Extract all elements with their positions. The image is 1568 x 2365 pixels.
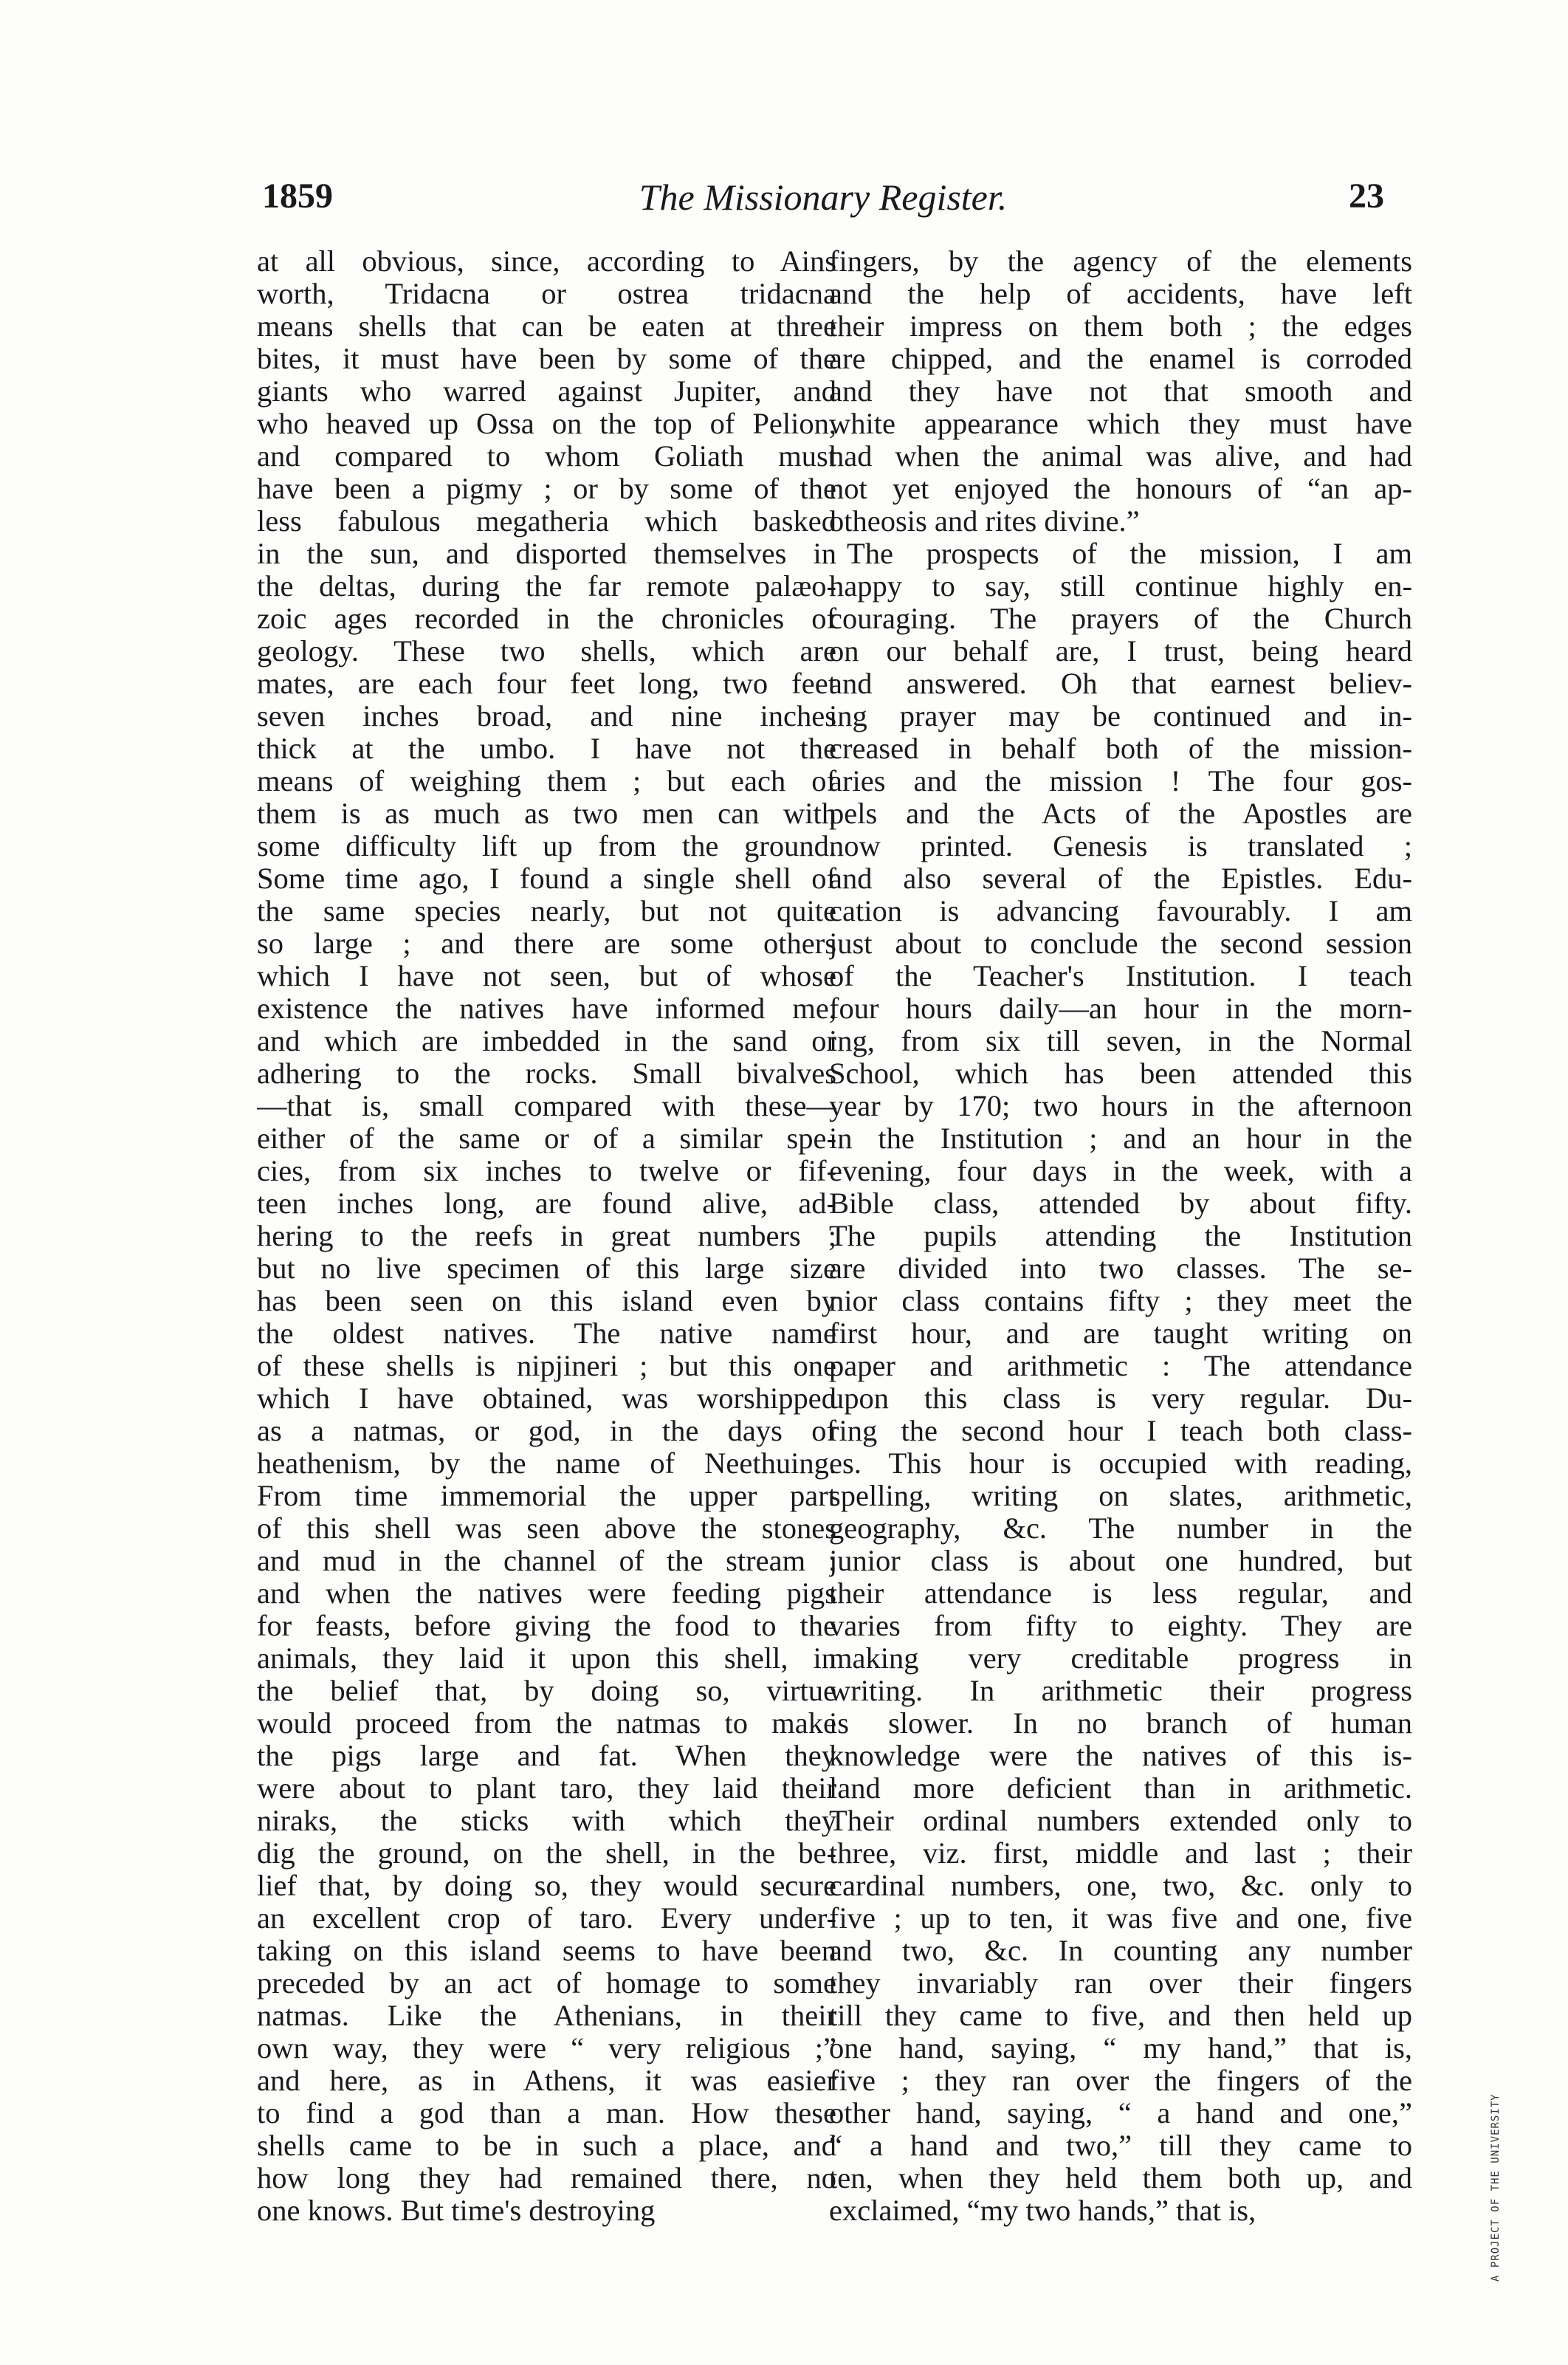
text-line: till they came to five, and then held up: [829, 2000, 1412, 2032]
text-line: aries and the mission ! The four gos-: [829, 765, 1412, 797]
text-line: have been a pigmy ; or by some of the: [257, 473, 836, 505]
text-line: fingers, by the agency of the elements: [829, 245, 1412, 278]
text-line: land more deficient than in arithmetic.: [829, 1772, 1412, 1805]
text-line: in the sun, and disported themselves in: [257, 538, 836, 570]
text-line: ing, from six till seven, in the Normal: [829, 1025, 1412, 1057]
text-line: ing prayer may be continued and in-: [829, 700, 1412, 732]
text-line: bites, it must have been by some of the: [257, 343, 836, 375]
text-line: for feasts, before giving the food to the: [257, 1610, 836, 1642]
text-line: evening, four days in the week, with a: [829, 1155, 1412, 1187]
text-line: their impress on them both ; the edges: [829, 310, 1412, 343]
text-line: means shells that can be eaten at three: [257, 310, 836, 343]
text-line: would proceed from the natmas to make: [257, 1707, 836, 1740]
text-line: mates, are each four feet long, two feet: [257, 667, 836, 700]
text-line: Bible class, attended by about fifty.: [829, 1187, 1412, 1220]
text-line: teen inches long, are found alive, ad-: [257, 1187, 836, 1220]
text-line: otheosis and rites divine.”: [829, 505, 1140, 538]
text-line: taking on this island seems to have been: [257, 1935, 836, 1967]
text-line: nior class contains fifty ; they meet the: [829, 1285, 1412, 1317]
text-line: and when the natives were feeding pigs: [257, 1577, 836, 1610]
left-column: [257, 245, 836, 2227]
text-line: From time immemorial the upper part: [257, 1480, 836, 1512]
text-line: knowledge were the natives of this is-: [829, 1740, 1412, 1772]
running-header: [262, 176, 1384, 227]
text-line: on our behalf are, I trust, being heard: [829, 635, 1412, 667]
right-column: [829, 245, 1412, 2227]
text-line: them is as much as two men can with: [257, 797, 836, 830]
text-line: The prospects of the mission, I am: [847, 538, 1412, 570]
text-line: existence the natives have informed me,: [257, 992, 836, 1025]
text-line: white appearance which they must have: [829, 408, 1412, 440]
text-line: and they have not that smooth and: [829, 375, 1412, 408]
text-line: first hour, and are taught writing on: [829, 1317, 1412, 1350]
text-line: cardinal numbers, one, two, &c. only to: [829, 1870, 1412, 1902]
text-line: varies from fifty to eighty. They are: [829, 1610, 1412, 1642]
text-line: to find a god than a man. How these: [257, 2097, 836, 2129]
text-line: as a natmas, or god, in the days of: [257, 1415, 836, 1447]
text-line: year by 170; two hours in the afternoon: [829, 1090, 1412, 1122]
text-line: other hand, saying, “ a hand and one,”: [829, 2097, 1412, 2129]
text-line: cies, from six inches to twelve or fif-: [257, 1155, 836, 1187]
text-line: and here, as in Athens, it was easier: [257, 2064, 836, 2097]
page-number: 23: [1349, 176, 1384, 216]
text-line: worth, Tridacna or ostrea tridacna: [257, 278, 836, 310]
text-line: thick at the umbo. I have not the: [257, 732, 836, 765]
text-line: “ a hand and two,” till they came to: [829, 2129, 1412, 2162]
text-line: es. This hour is occupied with reading,: [829, 1447, 1412, 1480]
text-line: dig the ground, on the shell, in the be-: [257, 1837, 836, 1870]
text-line: adhering to the rocks. Small bivalves: [257, 1057, 836, 1090]
text-line: and answered. Oh that earnest believ-: [829, 667, 1412, 700]
text-line: just about to conclude the second session: [829, 927, 1412, 960]
text-line: less fabulous megatheria which basked: [257, 505, 836, 538]
text-line: is slower. In no branch of human: [829, 1707, 1412, 1740]
text-line: but no live specimen of this large size: [257, 1252, 836, 1285]
text-line: has been seen on this island even by: [257, 1285, 836, 1317]
journal-title: The Missionary Register.: [639, 176, 1008, 218]
text-line: were about to plant taro, they laid their: [257, 1772, 836, 1805]
text-line: preceded by an act of homage to some: [257, 1967, 836, 2000]
text-line: either of the same or of a similar spe-: [257, 1122, 836, 1155]
text-line: natmas. Like the Athenians, in their: [257, 2000, 836, 2032]
text-line: the belief that, by doing so, virtue: [257, 1675, 836, 1707]
text-line: geography, &c. The number in the: [829, 1512, 1412, 1545]
text-line: who heaved up Ossa on the top of Pelion,: [257, 408, 836, 440]
text-line: junior class is about one hundred, but: [829, 1545, 1412, 1577]
text-line: four hours daily—an hour in the morn-: [829, 992, 1412, 1025]
text-line: ring the second hour I teach both class-: [829, 1415, 1412, 1447]
text-line: ten, when they held them both up, and: [829, 2162, 1412, 2194]
text-line: happy to say, still continue highly en-: [829, 570, 1412, 603]
text-line: exclaimed, “my two hands,” that is,: [829, 2194, 1256, 2227]
text-line: at all obvious, since, according to Ains: [257, 245, 836, 278]
text-line: and also several of the Epistles. Edu-: [829, 862, 1412, 895]
text-line: which I have not seen, but of whose: [257, 960, 836, 992]
text-line: animals, they laid it upon this shell, in: [257, 1642, 836, 1675]
text-line: giants who warred against Jupiter, and: [257, 375, 836, 408]
text-line: Their ordinal numbers extended only to: [829, 1805, 1412, 1837]
text-line: and the help of accidents, have left: [829, 278, 1412, 310]
text-line: cation is advancing favourably. I am: [829, 895, 1412, 927]
text-line: The pupils attending the Institution: [829, 1220, 1412, 1252]
text-line: geology. These two shells, which are: [257, 635, 836, 667]
text-line: and two, &c. In counting any number: [829, 1935, 1412, 1967]
text-line: the pigs large and fat. When they: [257, 1740, 836, 1772]
text-line: spelling, writing on slates, arithmetic,: [829, 1480, 1412, 1512]
text-line: one hand, saying, “ my hand,” that is,: [829, 2032, 1412, 2064]
text-line: of this shell was seen above the stones: [257, 1512, 836, 1545]
text-line: now printed. Genesis is translated ;: [829, 830, 1412, 862]
text-line: not yet enjoyed the honours of “an ap-: [829, 473, 1412, 505]
text-line: upon this class is very regular. Du-: [829, 1382, 1412, 1415]
text-line: and mud in the channel of the stream :: [257, 1545, 836, 1577]
text-line: lief that, by doing so, they would secure: [257, 1870, 836, 1902]
text-line: in the Institution ; and an hour in the: [829, 1122, 1412, 1155]
text-line: Some time ago, I found a single shell of: [257, 862, 836, 895]
text-line: of the Teacher's Institution. I teach: [829, 960, 1412, 992]
text-line: paper and arithmetic : The attendance: [829, 1350, 1412, 1382]
text-line: and which are imbedded in the sand or: [257, 1025, 836, 1057]
margin-stamp: A PROJECT OF THE UNIVERSITY: [1490, 2093, 1502, 2282]
text-line: are chipped, and the enamel is corroded: [829, 343, 1412, 375]
text-line: creased in behalf both of the mission-: [829, 732, 1412, 765]
text-line: own way, they were “ very religious ;”: [257, 2032, 836, 2064]
text-line: how long they had remained there, no: [257, 2162, 836, 2194]
text-line: the same species nearly, but not quite: [257, 895, 836, 927]
text-line: —that is, small compared with these—: [257, 1090, 836, 1122]
text-line: the oldest natives. The native name: [257, 1317, 836, 1350]
text-line: their attendance is less regular, and: [829, 1577, 1412, 1610]
header-year: 1859: [262, 176, 333, 216]
text-line: the deltas, during the far remote palæo-: [257, 570, 836, 603]
text-line: School, which has been attended this: [829, 1057, 1412, 1090]
text-line: of these shells is nipjineri ; but this one: [257, 1350, 836, 1382]
text-line: five ; they ran over the fingers of the: [829, 2064, 1412, 2097]
text-line: had when the animal was alive, and had: [829, 440, 1412, 473]
text-line: which I have obtained, was worshipped: [257, 1382, 836, 1415]
text-line: writing. In arithmetic their progress: [829, 1675, 1412, 1707]
text-line: niraks, the sticks with which they: [257, 1805, 836, 1837]
text-line: means of weighing them ; but each of: [257, 765, 836, 797]
text-line: seven inches broad, and nine inches: [257, 700, 836, 732]
text-line: and compared to whom Goliath must: [257, 440, 836, 473]
text-line: some difficulty lift up from the ground.: [257, 830, 836, 862]
text-line: making very creditable progress in: [829, 1642, 1412, 1675]
text-line: zoic ages recorded in the chronicles of: [257, 603, 836, 635]
text-line: five ; up to ten, it was five and one, five: [829, 1902, 1412, 1935]
text-line: they invariably ran over their fingers: [829, 1967, 1412, 2000]
text-line: so large ; and there are some others: [257, 927, 836, 960]
text-line: heathenism, by the name of Neethuing.: [257, 1447, 836, 1480]
text-line: pels and the Acts of the Apostles are: [829, 797, 1412, 830]
text-line: one knows. But time's destroying: [257, 2194, 656, 2227]
text-line: shells came to be in such a place, and: [257, 2129, 836, 2162]
text-line: couraging. The prayers of the Church: [829, 603, 1412, 635]
text-line: an excellent crop of taro. Every under-: [257, 1902, 836, 1935]
text-line: three, viz. first, middle and last ; their: [829, 1837, 1412, 1870]
text-line: hering to the reefs in great numbers ;: [257, 1220, 836, 1252]
text-line: are divided into two classes. The se-: [829, 1252, 1412, 1285]
